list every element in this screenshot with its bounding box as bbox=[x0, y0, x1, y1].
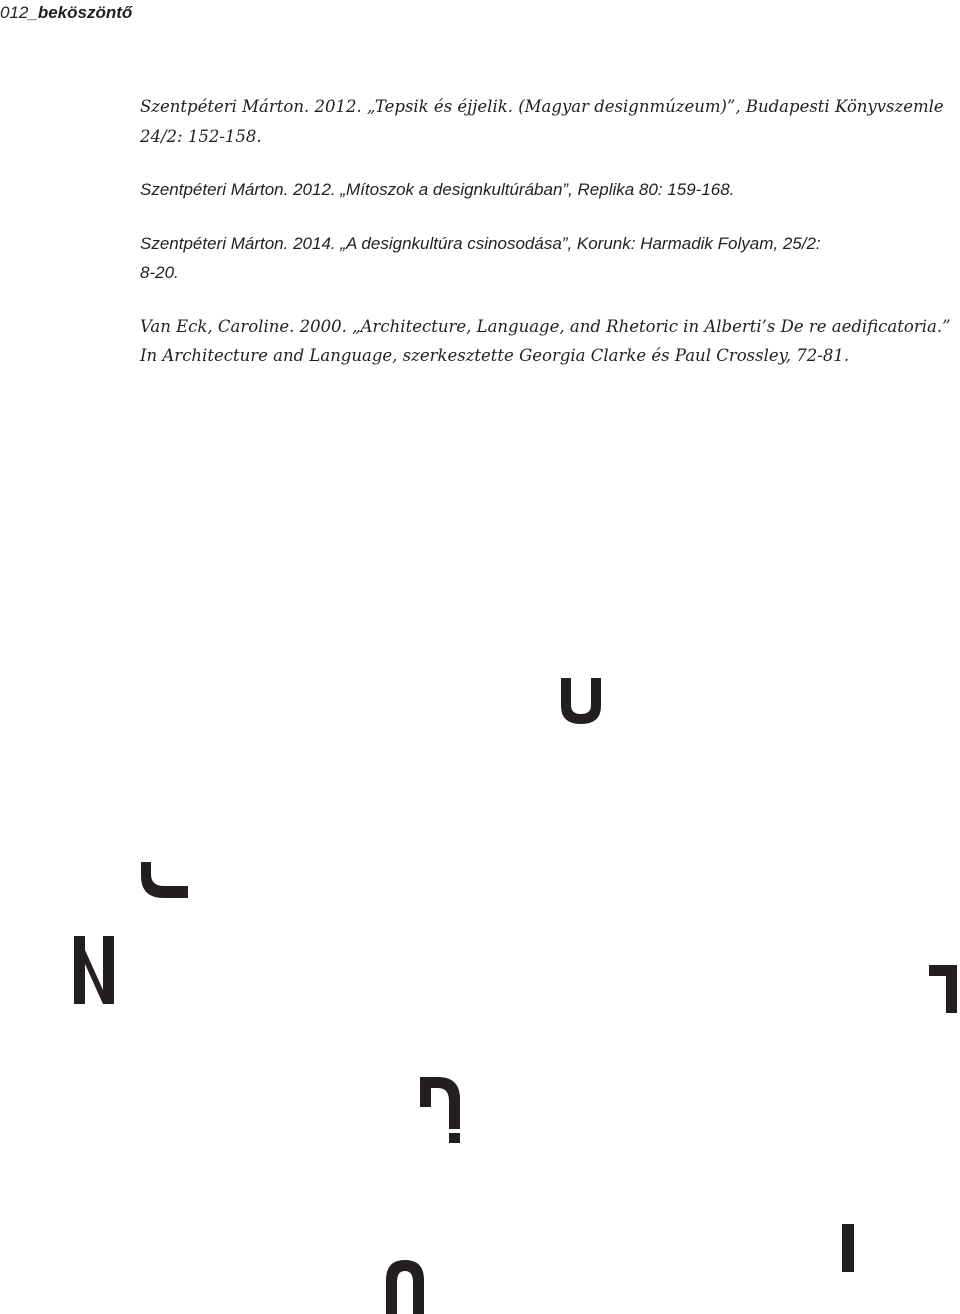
letter-n-glyph bbox=[74, 936, 114, 1004]
bibliography-line: Van Eck, Caroline. 2000. „Architecture, Language, and Rhetoric in Alberti’s De re aedificatoria.” bbox=[140, 316, 951, 336]
header-separator: _ bbox=[28, 3, 38, 22]
bibliography-line: In Architecture and Language, szerkesztette Georgia Clarke és Paul Crossley, 72-81. bbox=[140, 346, 850, 365]
bibliography-list bbox=[140, 92, 955, 395]
bibliography-entry bbox=[140, 92, 955, 151]
bibliography-entry bbox=[140, 229, 955, 288]
bibliography-entry bbox=[140, 312, 955, 371]
bibliography-line: Szentpéteri Márton. 2012. „Mítoszok a designkultúrában”, Replika 80: 159-168. bbox=[140, 180, 735, 199]
bibliography-entry bbox=[140, 175, 955, 205]
bibliography-line: Szentpéteri Márton. 2014. „A designkultúra csinosodása”, Korunk: Harmadik Folyam, 25/2: bbox=[140, 233, 821, 253]
letter-c-glyph bbox=[386, 1260, 424, 1314]
letter-u-fragment-glyph bbox=[141, 862, 188, 898]
letter-i-glyph bbox=[842, 1224, 854, 1272]
section-title: beköszöntő bbox=[37, 3, 133, 22]
page-number: 012 bbox=[0, 3, 29, 22]
letter-u-glyph bbox=[561, 678, 601, 724]
bibliography-line: 24/2: 152-158. bbox=[140, 126, 262, 146]
letter-j-glyph bbox=[420, 1077, 460, 1143]
bibliography-line: 8-20. bbox=[140, 263, 179, 282]
bibliography-line: Szentpéteri Márton. 2012. „Tepsik és éjjelik. (Magyar designmúzeum)”, Budapesti Könyvszemle bbox=[140, 97, 944, 116]
running-head bbox=[0, 2, 132, 24]
letter-l-glyph bbox=[929, 965, 957, 1013]
